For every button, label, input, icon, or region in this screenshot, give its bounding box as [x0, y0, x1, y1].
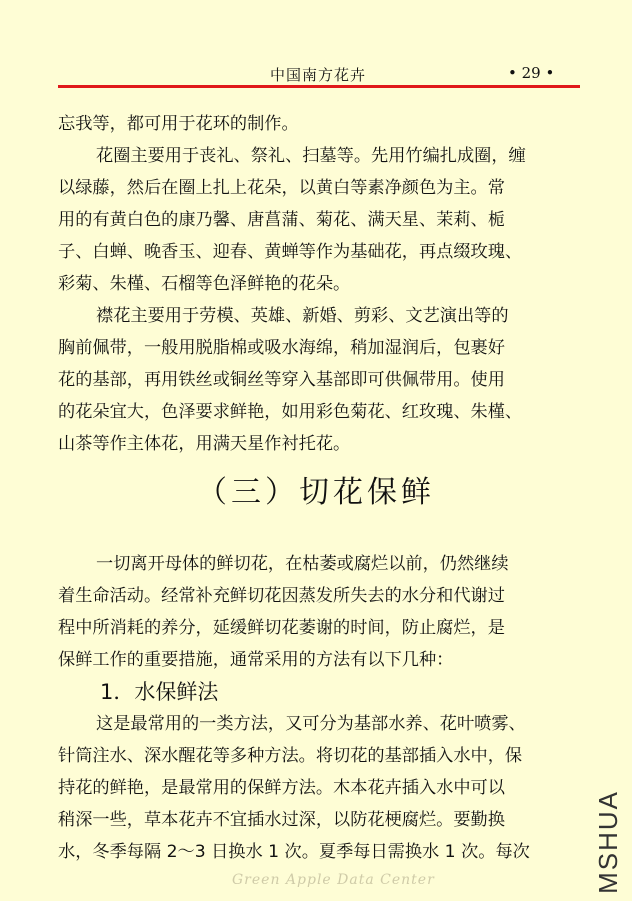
text-line: 忘我等，都可用于花环的制作。	[58, 114, 299, 134]
text-line: 着生命活动。经常补充鲜切花因蒸发所失去的水分和代谢过	[58, 586, 505, 606]
text-line: 花的基部，再用铁丝或铜丝等穿入基部即可供佩带用。使用	[58, 370, 505, 390]
text-line: 一切离开母体的鲜切花，在枯萎或腐烂以前，仍然继续	[96, 554, 509, 574]
text-line: 山茶等作主体花，用满天星作衬托花。	[58, 434, 351, 454]
text-line: 用的有黄白色的康乃馨、唐菖蒲、菊花、满天星、茉莉、栀	[58, 210, 505, 230]
text-line: 稍深一些，草本花卉不宜插水过深，以防花梗腐烂。要勤换	[58, 810, 505, 830]
text-line: 程中所消耗的养分，延缓鲜切花萎谢的时间，防止腐烂，是	[58, 618, 505, 638]
section-title: （三）切花保鲜	[197, 475, 435, 510]
text-line: 以绿藤，然后在圈上扎上花朵，以黄白等素净颜色为主。常	[58, 178, 505, 198]
text-line: 这是最常用的一类方法，又可分为基部水养、花叶喷雾、	[96, 714, 526, 734]
text-line: 水，冬季每隔 2～3 日换水 1 次。夏季每日需换水 1 次。每次	[58, 842, 530, 862]
text-line: 保鲜工作的重要措施，通常采用的方法有以下几种：	[58, 650, 454, 670]
subheading: 1．水保鲜法	[100, 680, 219, 704]
running-header	[0, 60, 632, 90]
watermark-text: Green Apple Data Center	[232, 872, 435, 888]
text-line: 持花的鲜艳，是最常用的保鲜方法。木本花卉插入水中可以	[58, 778, 505, 798]
side-mark: MSHUA	[593, 790, 623, 894]
text-line: 针筒注水、深水醒花等多种方法。将切花的基部插入水中，保	[58, 746, 523, 766]
text-line: 彩菊、朱槿、石榴等色泽鲜艳的花朵。	[58, 274, 351, 294]
text-line: 胸前佩带，一般用脱脂棉或吸水海绵，稍加湿润后，包裹好	[58, 338, 505, 358]
book-title: 中国南方花卉	[270, 66, 367, 84]
page-number: • 29 •	[508, 64, 555, 82]
text-line: 的花朵宜大，色泽要求鲜艳，如用彩色菊花、红玫瑰、朱槿、	[58, 402, 523, 422]
text-line: 花圈主要用于丧礼、祭礼、扫墓等。先用竹编扎成圈，缠	[96, 146, 526, 166]
text-line: 子、白蝉、晚香玉、迎春、黄蝉等作为基础花，再点缀玫瑰、	[58, 242, 523, 262]
header-rule	[58, 85, 580, 88]
text-line: 襟花主要用于劳模、英雄、新婚、剪彩、文艺演出等的	[96, 306, 509, 326]
